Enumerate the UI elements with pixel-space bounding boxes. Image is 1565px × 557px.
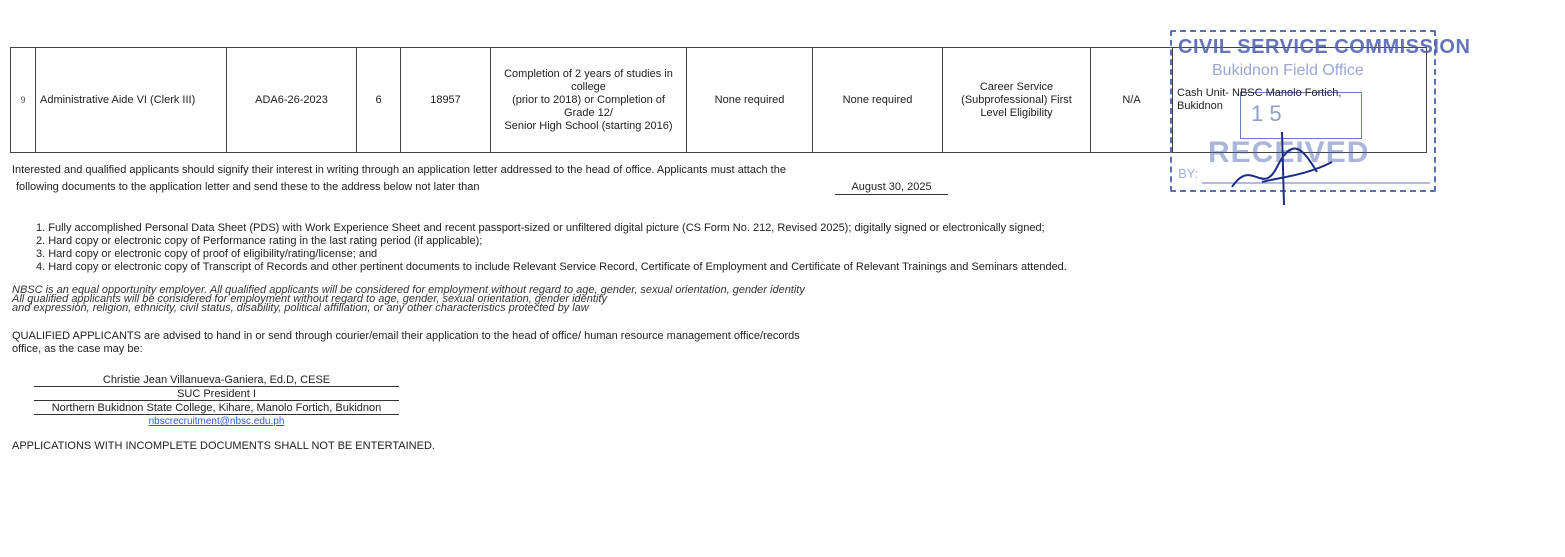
row-number: 9 [11,48,36,153]
education-line: Completion of 2 years of studies in [504,67,673,80]
education-line: Senior High School (starting 2016) [504,119,673,132]
incomplete-documents-note: APPLICATIONS WITH INCOMPLETE DOCUMENTS SHALL NOT BE ENTERTAINED. [12,440,435,452]
deadline-date: August 30, 2025 [835,181,948,195]
stamp-date: 1 5 [1251,101,1282,126]
competency-requirement: N/A [1091,48,1173,153]
eeo-line: NBSC is an equal opportunity employer. All qualified applicants will be considered for employment without regard to age, gender, sexual orientation, gender identity [12,284,805,296]
intro-line-2: following documents to the application letter and send these to the address below not later than [16,181,480,193]
list-item: 4. Hard copy or electronic copy of Transcript of Records and other pertinent documents to include Relevant Service Record, Certificate of Employment and Certificate of Relevant Trainings and Seminars attended. [36,261,1067,273]
assignment-line: Cash Unit- NBSC Manolo Fortich, [1177,87,1342,99]
eligibility-requirement [943,48,1091,153]
eligibility-line: Career Service [979,80,1054,93]
training-requirement: None required [687,48,813,153]
stamp-by: BY: [1178,166,1199,181]
list-item: 2. Hard copy or electronic copy of Performance rating in the last rating period (if applicable); [36,235,483,247]
education-requirement [491,48,687,153]
handwritten-signature-icon [1222,127,1342,207]
stamp-received: RECEIVED [1208,136,1370,169]
list-item: 1. Fully accomplished Personal Data Sheet (PDS) with Work Experience Sheet and recent passport-sized or unfiltered digital picture (CS Form No. 212, Revised 2025); digitally signed or electronically signed; [36,222,1045,234]
eeo-line: All qualified applicants will be considered for employment without regard to age, gender, sexual orientation, gender identity [12,293,607,305]
signatory-name: Christie Jean Villanueva-Ganiera, Ed.D, CESE [34,375,399,387]
intro-line-1: Interested and qualified applicants should signify their interest in writing through an application letter addressed to the head of office. Applicants must attach the [12,164,786,176]
equal-opportunity-statement [12,286,805,313]
eeo-line: and expression, religion, ethnicity, civil status, disability, political affiliation, or any other characteristics protected by law [12,302,589,314]
signatory-title: SUC President I [34,389,399,401]
salary-grade: 6 [357,48,401,153]
advisory-line-1: QUALIFIED APPLICANTS are advised to hand in or send through courier/email their application to the head of office/ human resource management office/records [12,330,800,342]
list-item: 3. Hard copy or electronic copy of proof of eligibility/rating/license; and [36,248,378,260]
education-line: Grade 12/ [564,106,613,119]
eligibility-line: (Subprofessional) First [961,93,1072,106]
stamp-office: Bukidnon Field Office [1212,62,1364,79]
assignment-line: Bukidnon [1177,100,1223,112]
education-line: college [571,80,606,93]
education-line: (prior to 2018) or Completion of [512,93,665,106]
signatory-office: Northern Bukidnon State College, Kihare, Manolo Fortich, Bukidnon [34,403,399,415]
advisory-line-2: office, as the case may be: [12,343,143,355]
monthly-salary: 18957 [401,48,491,153]
item-number: ADA6-26-2023 [227,48,357,153]
signatory-email-link[interactable]: nbscrecruitment@nbsc.edu.ph [148,416,285,427]
eligibility-line: Level Eligibility [980,106,1053,119]
documents-list [36,222,1067,274]
experience-requirement: None required [813,48,943,153]
stamp-agency: CIVIL SERVICE COMMISSION [1178,36,1471,58]
position-title: Administrative Aide VI (Clerk III) [36,48,227,153]
signatory-block [34,375,399,428]
